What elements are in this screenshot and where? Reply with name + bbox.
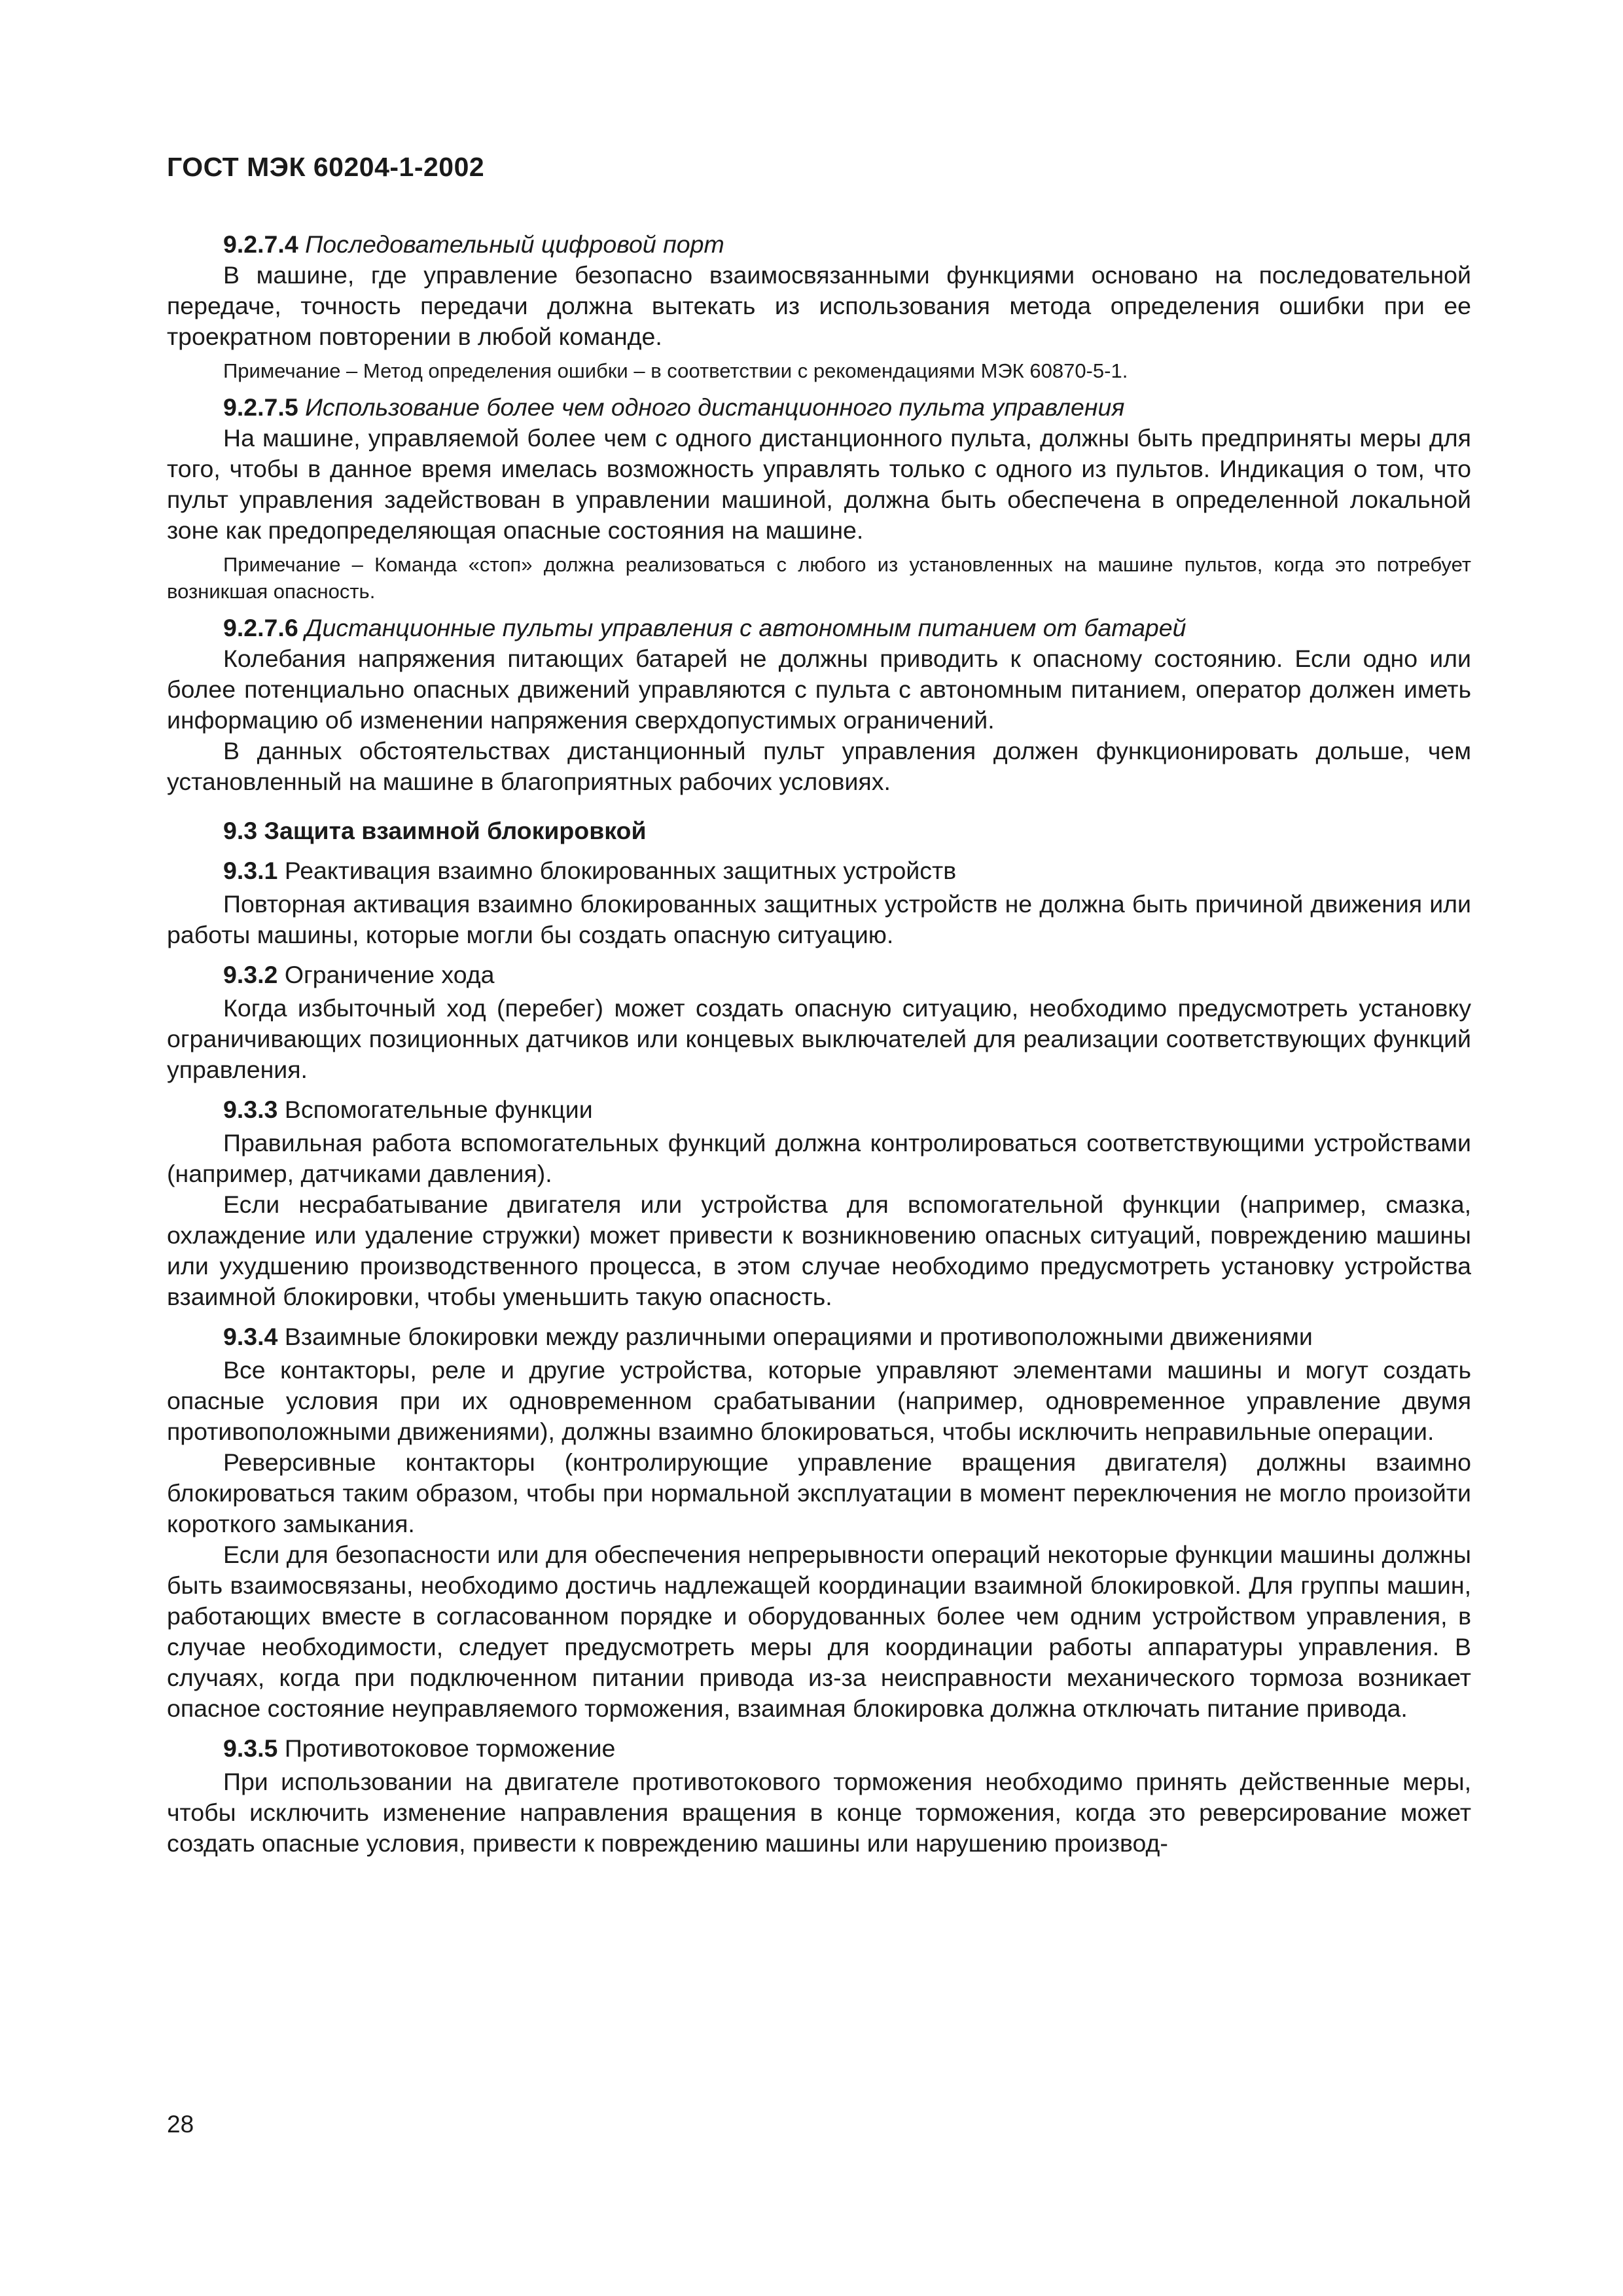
clause-heading-9-3-1	[167, 855, 1471, 886]
clause-heading-9-3-2	[167, 960, 1471, 990]
clause-title: Реактивация взаимно блокированных защитных устройств	[284, 857, 957, 884]
section-heading-9-3: 9.3 Защита взаимной блокировкой	[223, 817, 647, 844]
clause-number: 9.2.7.6	[223, 614, 298, 641]
clause-heading-9-3-4	[167, 1321, 1471, 1352]
note: Примечание – Метод определения ошибки – в соответствии с рекомендациями МЭК 60870-5-1.	[223, 359, 1128, 382]
clause-title: Ограничение хода	[284, 961, 495, 988]
paragraph: Все контакторы, реле и другие устройства, которые управляют элементами машины и могут создать опасные условия при их одновременном срабатывании (например, одновременное управление двумя противоположными движениями), должны взаимно блокироваться, чтобы исключить неправильные операции.	[167, 1356, 1471, 1445]
clause-number: 9.3.4	[223, 1323, 278, 1350]
clause-number: 9.3.1	[223, 857, 278, 884]
paragraph: Правильная работа вспомогательных функций должна контролироваться соответствующими устройствами (например, датчиками давления).	[167, 1129, 1471, 1187]
page-number: 28	[167, 2111, 194, 2138]
paragraph: Повторная активация взаимно блокированных защитных устройств не должна быть причиной движения или работы машины, которые могли бы создать опасную ситуацию.	[167, 890, 1471, 948]
paragraph: Если для безопасности или для обеспечения непрерывности операций некоторые функции машины должны быть взаимосвязаны, необходимо достичь надлежащей координации взаимной блокировкой. Для группы машин, работающих вместе в согласованном порядке и оборудованных более чем одним устройством управления, в случае необходимости, следует предусмотреть меры для координации работы аппаратуры управления. В случаях, когда при подключенном питании привода из-за неисправности механического тормоза возникает опасное состояние неуправляемого торможения, взаимная блокировка должна отключать питание привода.	[167, 1541, 1471, 1722]
paragraph: Когда избыточный ход (перебег) может создать опасную ситуацию, необходимо предусмотреть установку ограничивающих позиционных датчиков или концевых выключателей для реализации соответствующих функций управления.	[167, 994, 1471, 1083]
clause-title: Взаимные блокировки между различными операциями и противоположными движениями	[284, 1323, 1313, 1350]
clause-number: 9.2.7.5	[223, 393, 298, 421]
clause-title: Последовательный цифровой порт	[305, 230, 724, 258]
clause-heading-9-2-7-5	[167, 392, 1471, 423]
document-header: ГОСТ МЭК 60204-1-2002	[167, 152, 485, 182]
clause-heading-9-3-3	[167, 1094, 1471, 1125]
clause-title: Противотоковое торможение	[284, 1734, 616, 1762]
paragraph: В данных обстоятельствах дистанционный пульт управления должен функционировать дольше, чем установленный на машине в благоприятных рабочих условиях.	[167, 737, 1471, 795]
paragraph: Реверсивные контакторы (контролирующие управление вращения двигателя) должны взаимно блокироваться таким образом, чтобы при нормальной эксплуатации в момент переключения не могло произойти короткого замыкания.	[167, 1448, 1471, 1537]
clause-title: Вспомогательные функции	[284, 1096, 593, 1123]
paragraph: При использовании на двигателе противотокового торможения необходимо принять действенные меры, чтобы исключить изменение направления вращения в конце торможения, когда это реверсирование может создать опасные условия, привести к повреждению машины или нарушению производ-	[167, 1768, 1471, 1857]
paragraph: На машине, управляемой более чем с одного дистанционного пульта, должны быть предприняты меры для того, чтобы в данное время имелась возможность управлять только с одного из пультов. Индикация о том, что пульт управления задействован в управлении машиной, должна быть обеспечена в определенной локальной зоне как предопределяющая опасные состояния на машине.	[167, 424, 1471, 544]
clause-number: 9.3.2	[223, 961, 278, 988]
clause-number: 9.2.7.4	[223, 230, 298, 258]
paragraph: Если несрабатывание двигателя или устройства для вспомогательной функции (например, смазка, охлаждение или удаление стружки) может привести к возникновению опасных ситуаций, повреждению машины или ухудшению производственного процесса, в этом случае необходимо предусмотреть установку устройства взаимной блокировки, чтобы уменьшить такую опасность.	[167, 1191, 1471, 1310]
clause-title: Использование более чем одного дистанционного пульта управления	[305, 393, 1125, 421]
document-body	[167, 229, 1471, 1859]
clause-number: 9.3.3	[223, 1096, 278, 1123]
clause-title: Дистанционные пульты управления с автономным питанием от батарей	[305, 614, 1186, 641]
paragraph: Колебания напряжения питающих батарей не должны приводить к опасному состоянию. Если одно или более потенциально опасных движений управляются с пульта с автономным питанием, оператор должен иметь информацию об изменении напряжения сверхдопустимых ограничений.	[167, 645, 1471, 734]
clause-number: 9.3.5	[223, 1734, 278, 1762]
clause-heading-9-3-5	[167, 1733, 1471, 1764]
note: Примечание – Команда «стоп» должна реализоваться с любого из установленных на машине пультов, когда это потребует возникшая опасность.	[167, 553, 1471, 603]
clause-heading-9-2-7-4	[167, 229, 1471, 260]
clause-heading-9-2-7-6	[167, 613, 1471, 643]
paragraph: В машине, где управление безопасно взаимосвязанными функциями основано на последовательной передаче, точность передачи должна вытекать из использования метода определения ошибки при ее троекратном повторении в любой команде.	[167, 261, 1471, 350]
